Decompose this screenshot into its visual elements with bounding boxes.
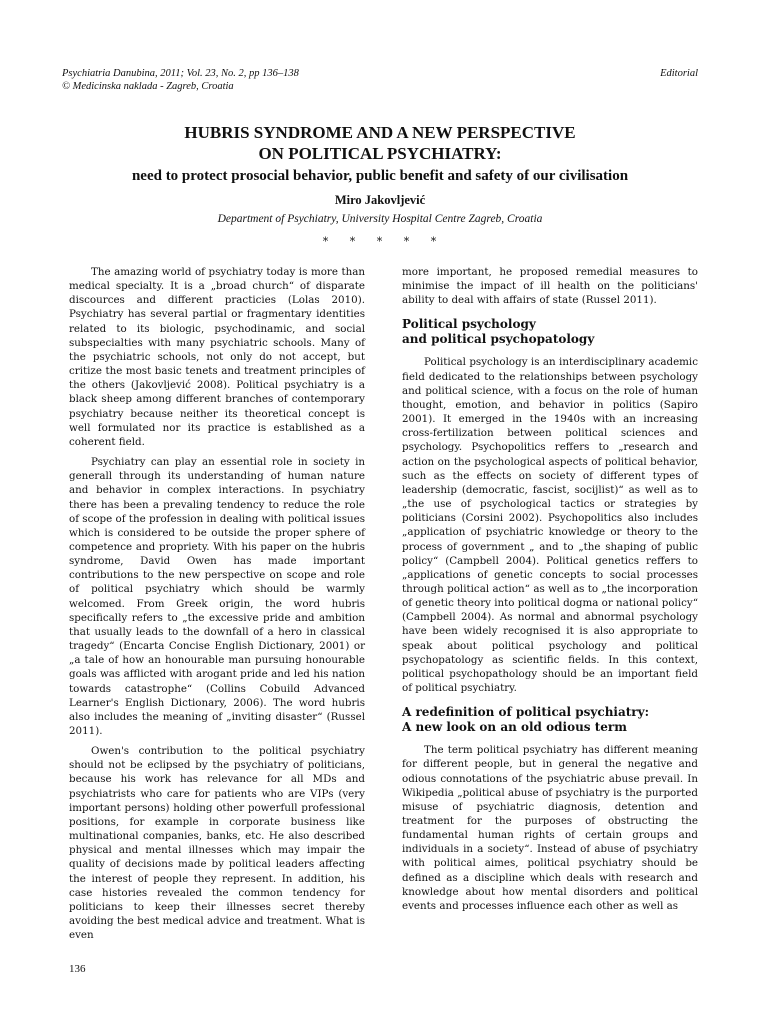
heading-line: Political psychology (402, 317, 536, 332)
paragraph: Psychiatry can play an essential role in society in generall through its understanding of human nature and behavior in complex interactions. In psychiatry there has been a prevaling tendency to reduce the role of scope of the profession in dealing with political issues which is considered to be outside the proper sphere of competence and propriety. With his paper on the hubris syndrome, David Owen has made important contributions to the new perspective on scope and role of political psychiatry which should be warmly welcomed. From Greek origin, the word hubris specifically refers to „the excessive pride and ambition that usually leads to the downfall of a hero in classical tragedy“ (Encarta Concise English Dictionary, 2001) or „a tale of how an honourable man pursuing honourable goals was afflicted with arogant pride and led his nation towards catastrophe“ (Collins Cobuild Advanced Learner's English Dictionary, 2006). The word hubris also includes the meaning of „inviting disaster“ (Russel 2011). (69, 456, 365, 737)
author-name: Miro Jakovljević (334, 193, 426, 207)
heading-line: A new look on an old odious term (402, 720, 627, 735)
subtitle: need to protect prosocial behavior, public benefit and safety of our civilisation (131, 168, 629, 184)
heading-line: A redefinition of political psychiatry: (402, 705, 650, 720)
paragraph: Political psychology is an interdisciplinary academic field dedicated to the relationships between psychology and political science, with a focus on the role of human thought, emotion, and behavior in politics (Sapiro 2001). It emerged in the 1940s with an increasing cross-fertilization between political sciences and psychology. Psychopolitics reffers to „research and action on the psychological aspects of political behavior, such as the effects on society of different types of leadership (democratic, fascist, socijlist)“ as well as to „the use of psychological tactics or strategies by politicians (Corsini 2002). Psychopolitics also includes „application of psychiatric knowledge or theory to the process of government „ and to „the shaping of public policy“ (Campbell 2004). Political genetics reffers to „applications of genetic concepts to social processes through political action“ as well as to „the incorporation of genetic theory into political dogma or national policy“ (Campbell 2004). As normal and abnormal psychology have been widely recognised it is also appropriate to speak about political psychology and political psychopatology as scientific fields. In this context, political psychopathology should be an important field of political psychiatry. (402, 356, 698, 695)
author-affiliation: Department of Psychiatry, University Hospital Centre Zagreb, Croatia (217, 213, 543, 225)
title-line-1: HUBRIS SYNDROME AND A NEW PERSPECTIVE (184, 123, 576, 142)
paragraph: The term political psychiatry has different meaning for different people, but in general the negative and odious connotations of the psychiatric abuse prevail. In Wikipedia „political abuse of psychiatry is the purported misuse of psychiatric diagnosis, detention and treatment for the purposes of obstructing the fundamental human rights of certain groups and individuals in a society“. Instead of abuse of psychiatry with political aimes, political psychiatry should be defined as a discipline which deals with research and knowledge about how mental disorders and political events and processes influence each other as well as (402, 744, 698, 912)
title-block (62, 122, 698, 248)
section-heading-redefinition (402, 705, 698, 735)
left-column (69, 265, 365, 948)
article-type: Editorial (660, 68, 698, 79)
journal-citation: Psychiatria Danubina, 2011; Vol. 23, No. 2, pp 136–138 (62, 68, 299, 79)
section-heading-political-psychology (402, 317, 698, 347)
paragraph-continued: more important, he proposed remedial measures to minimise the impact of ill health on the politicians' ability to deal with affairs of state (Russel 2011). (402, 266, 698, 307)
right-column (402, 265, 698, 919)
page-number: 136 (69, 963, 86, 975)
paragraph: The amazing world of psychiatry today is more than medical specialty. It is a „broad church“ of disparate discources and different practicies (Lolas 2010). Psychiatry has several partial or fragmentary identities related to its biologic, psychodinamic, and social subspecialties with many psychiatric schools. Many of the psychiatric schools, not only do not accept, but critize the most basic tenets and treatment principles of the others (Jakovljević 2008). Political psychiatry is a black sheep among different branches of contemporary psychiatry because neither its theoretical concept is well formulated nor its practice is established as a coherent field. (69, 266, 365, 448)
copyright-line: © Medicinska naklada - Zagreb, Croatia (62, 81, 234, 92)
title-line-2: ON POLITICAL PSYCHIATRY: (258, 144, 502, 163)
section-separator: * * * * * (322, 235, 446, 248)
heading-line: and political psychopatology (402, 332, 595, 347)
paragraph: Owen's contribution to the political psychiatry should not be eclipsed by the psychiatry of politicians, because his work has relevance for all MDs and psychiatrists who care for patients who are VIPs (very important persons) holding other powerfull professional positions, for example in corporate business like multinational companies, banks, etc. He also described physical and mental illnesses which may impair the quality of decisions made by political leaders affecting the interest of people they represent. In addition, his case histories revealed the common tendency for politicians to keep their illnesses secret thereby avoiding the best medical advice and treatment. What is even (69, 745, 365, 942)
